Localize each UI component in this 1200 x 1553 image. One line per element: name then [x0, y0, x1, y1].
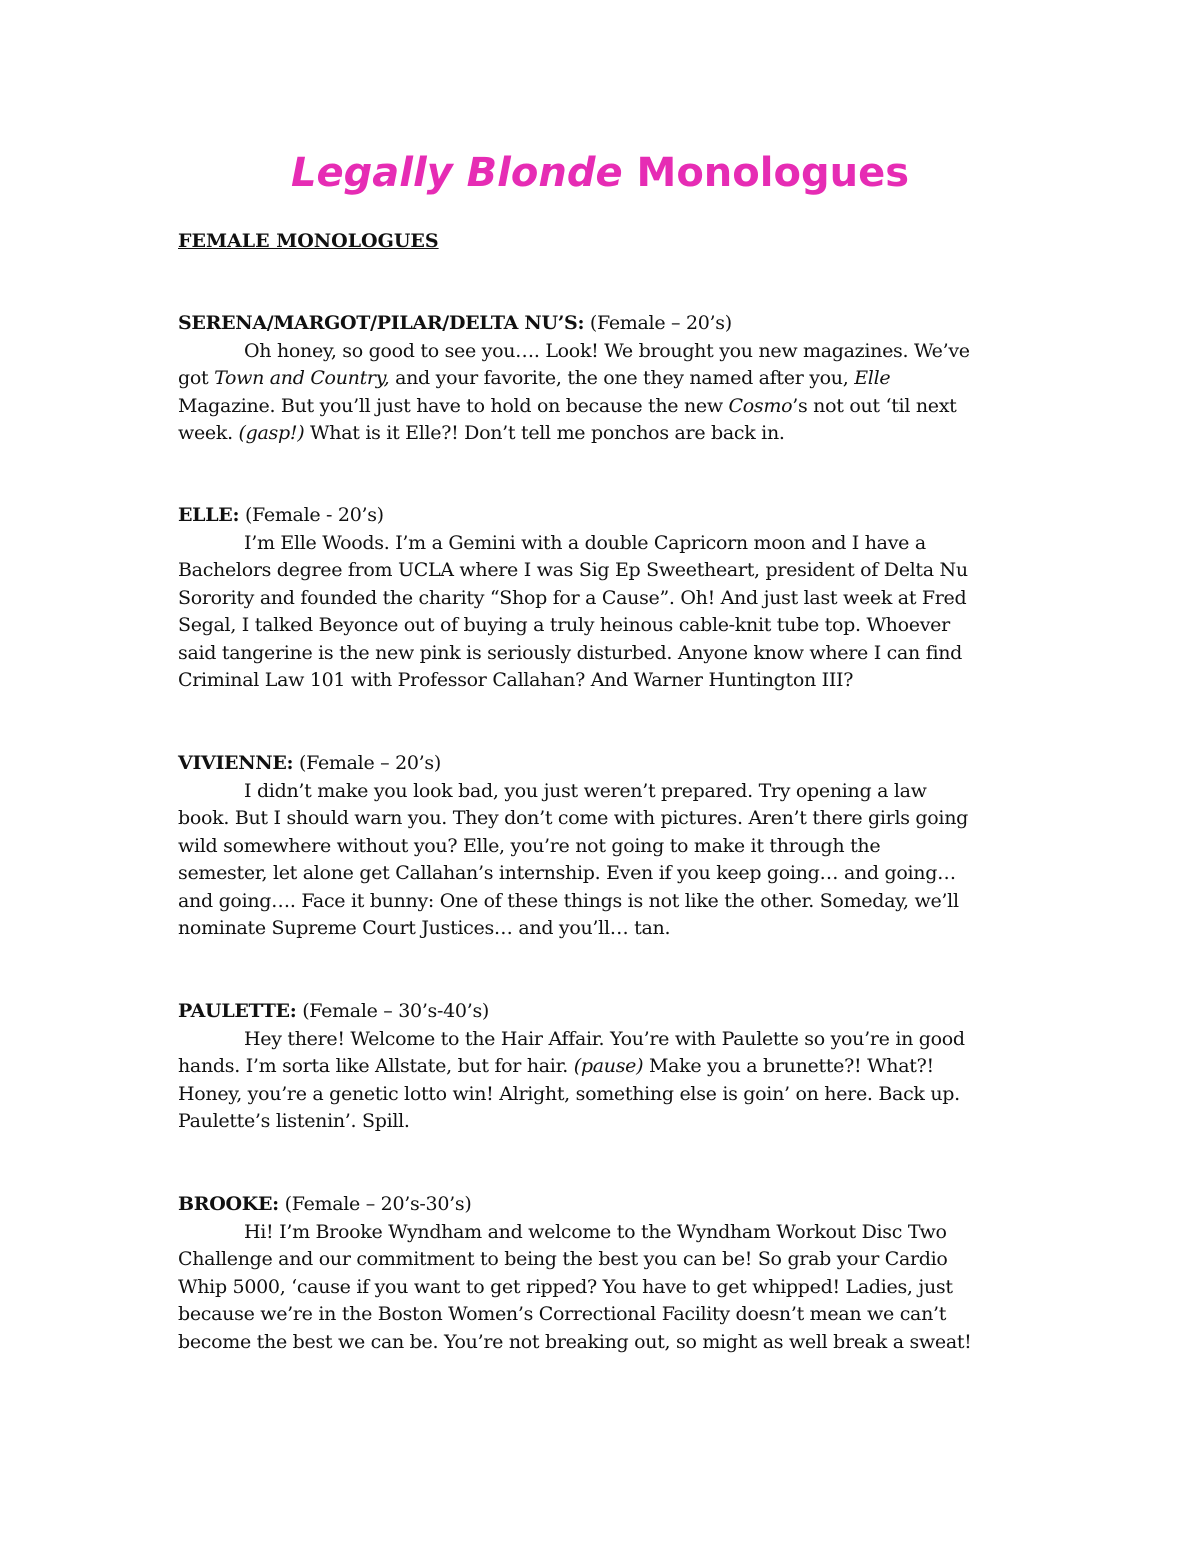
- monologue-line: because we’re in the Boston Women’s Correctional Facility doesn’t mean we can’t: [178, 1303, 947, 1325]
- monologue-line: Paulette’s listenin’. Spill.: [178, 1110, 410, 1132]
- italic-text: Town and Country,: [214, 367, 390, 389]
- monologue-line: wild somewhere without you? Elle, you’re not going to make it through the: [178, 834, 881, 857]
- monologue-line: Criminal Law 101 with Professor Callahan? And Warner Huntington III?: [178, 669, 854, 691]
- italic-text: (gasp!): [238, 422, 305, 444]
- monologue-line: Sorority and founded the charity “Shop for a Cause”. Oh! And just last week at Fred: [178, 586, 967, 609]
- monologue-line: got Town and Country, and your favorite, the one they named after you, Elle: [178, 367, 891, 389]
- monologue-line: book. But I should warn you. They don’t come with pictures. Aren’t there girls going: [178, 807, 969, 829]
- monologue-line: I didn’t make you look bad, you just weren’t prepared. Try opening a law: [244, 779, 927, 802]
- monologue-text: [178, 338, 1058, 448]
- monologue-block: [178, 998, 1058, 1136]
- monologue-line: Hi! I’m Brooke Wyndham and welcome to the Wyndham Workout Disc Two: [244, 1220, 947, 1243]
- monologue-block: [178, 502, 1058, 695]
- monologue-line: hands. I’m sorta like Allstate, but for hair. (pause) Make you a brunette?! What?!: [178, 1055, 934, 1077]
- monologue-line: Oh honey, so good to see you…. Look! We brought you new magazines. We’ve: [244, 339, 970, 362]
- monologue-line: semester, let alone get Callahan’s internship. Even if you keep going… and going…: [178, 862, 956, 884]
- document-title: [0, 145, 1200, 201]
- monologue-line: Segal, I talked Beyonce out of buying a truly heinous cable-knit tube top. Whoever: [178, 614, 950, 636]
- monologue-line: Honey, you’re a genetic lotto win! Alright, something else is goin’ on here. Back up.: [178, 1082, 960, 1105]
- monologue-line: Magazine. But you’ll just have to hold on because the new Cosmo’s not out ‘til next: [178, 394, 957, 417]
- monologue-line: Whip 5000, ‘cause if you want to get ripped? You have to get whipped! Ladies, just: [178, 1275, 953, 1298]
- monologue-line: said tangerine is the new pink is seriously disturbed. Anyone know where I can find: [178, 641, 963, 664]
- italic-text: Cosmo: [728, 394, 793, 417]
- speaker-name: BROOKE:: [178, 1193, 279, 1215]
- speaker-name: VIVIENNE:: [178, 752, 294, 774]
- monologue-text: [178, 1219, 1058, 1357]
- speaker-heading: [178, 998, 1058, 1026]
- italic-text: (pause): [573, 1055, 644, 1077]
- speaker-descriptor: (Female – 20’s): [293, 752, 441, 774]
- section-heading: FEMALE MONOLOGUES: [178, 230, 439, 252]
- monologue-line: Hey there! Welcome to the Hair Affair. You’re with Paulette so you’re in good: [244, 1027, 965, 1050]
- monologue-text: [178, 1026, 1058, 1136]
- title-rest: Monologues: [622, 150, 909, 196]
- speaker-heading: [178, 502, 1058, 530]
- speaker-descriptor: (Female – 30’s-40’s): [296, 1000, 490, 1022]
- speaker-descriptor: (Female – 20’s-30’s): [278, 1193, 472, 1215]
- speaker-heading: [178, 310, 1058, 338]
- monologue-block: [178, 750, 1058, 943]
- monologue-line: become the best we can be. You’re not breaking out, so might as well break a sweat!: [178, 1330, 972, 1353]
- monologue-block: [178, 310, 1058, 448]
- speaker-descriptor: (Female – 20’s): [584, 312, 732, 334]
- speaker-name: ELLE:: [178, 504, 240, 526]
- monologue-line: and going…. Face it bunny: One of these things is not like the other. Someday, we’ll: [178, 889, 959, 912]
- monologue-line: I’m Elle Woods. I’m a Gemini with a double Capricorn moon and I have a: [244, 531, 926, 554]
- speaker-heading: [178, 1191, 1058, 1219]
- monologue-line: week. (gasp!) What is it Elle?! Don’t tell me ponchos are back in.: [178, 422, 785, 444]
- monologue-line: Bachelors degree from UCLA where I was Sig Ep Sweetheart, president of Delta Nu: [178, 559, 968, 581]
- monologue-line: Challenge and our commitment to being the best you can be! So grab your Cardio: [178, 1248, 948, 1270]
- speaker-descriptor: (Female - 20’s): [239, 504, 384, 526]
- speaker-name: PAULETTE:: [178, 1000, 297, 1022]
- speaker-name: SERENA/MARGOT/PILAR/DELTA NU’S:: [178, 312, 585, 334]
- title-italic: Legally Blonde: [291, 150, 623, 196]
- monologue-line: nominate Supreme Court Justices… and you’ll… tan.: [178, 917, 671, 939]
- speaker-heading: [178, 750, 1058, 778]
- monologue-text: [178, 530, 1058, 695]
- monologue-text: [178, 778, 1058, 943]
- monologue-block: [178, 1191, 1058, 1356]
- italic-text: Elle: [854, 367, 891, 389]
